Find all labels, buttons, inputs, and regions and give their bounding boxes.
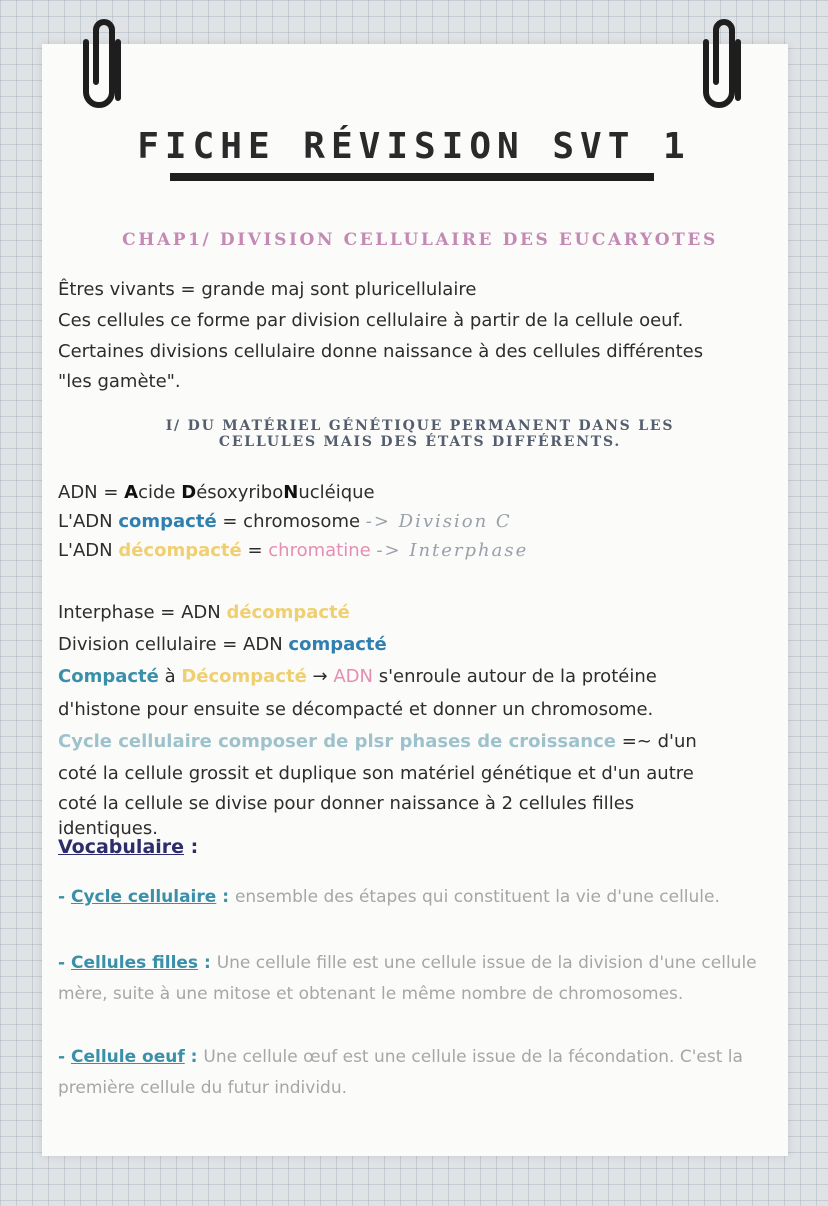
- handwritten-note: -> Interphase: [376, 540, 529, 561]
- vocab-item: - Cellule oeuf : Une cellule œuf est une cellule issue de la fécondation. C'est la première cellule du futur individu.: [58, 1047, 743, 1098]
- vocab-item: - Cellules filles : Une cellule fille est une cellule issue de la division d'une cellule mère, suite à une mitose et obtenant le même nombre de chromosomes.: [58, 953, 757, 1004]
- title-underline: [170, 173, 654, 181]
- vocab-item: - Cycle cellulaire : ensemble des étapes qui constituent la vie d'une cellule.: [58, 887, 720, 907]
- paperclip-icon: [702, 12, 746, 112]
- intro-line-2: Ces cellules ce forme par division cellulaire à partir de la cellule oeuf.: [58, 310, 684, 331]
- division-line: Division cellulaire = ADN compacté: [58, 634, 387, 655]
- adn-compacte-line: L'ADN compacté = chromosome -> Division C: [58, 511, 512, 532]
- intro-line-1: Êtres vivants = grande maj sont pluricellulaire: [58, 279, 477, 300]
- section-heading-line-2: CELLULES MAIS DES ÉTATS DIFFÉRENTS.: [218, 434, 622, 450]
- adn-decompacte-line: L'ADN décompacté = chromatine -> Interphase: [58, 540, 529, 561]
- compaction-line: Compacté à Décompacté → ADN s'enroule autour de la protéine: [58, 666, 657, 687]
- page-title: FICHE RÉVISION SVT 1: [137, 126, 691, 167]
- paperclip-icon: [82, 12, 126, 112]
- vocabulary-heading: Vocabulaire :: [58, 836, 199, 858]
- body-line-6: coté la cellule grossit et duplique son matériel génétique et d'un autre: [58, 763, 694, 784]
- body-line-7: coté la cellule se divise pour donner naissance à 2 cellules filles: [58, 793, 635, 814]
- chapter-heading: CHAP1/ DIVISION CELLULAIRE DES EUCARYOTES: [122, 230, 718, 250]
- body-line-4: d'histone pour ensuite se décompacté et donner un chromosome.: [58, 699, 654, 720]
- intro-line-4: "les gamète".: [58, 371, 181, 392]
- intro-line-3: Certaines divisions cellulaire donne naissance à des cellules différentes: [58, 341, 704, 362]
- section-heading-line-1: I/ DU MATÉRIEL GÉNÉTIQUE PERMANENT DANS LES: [165, 418, 675, 434]
- body-line-8: identiques.: [58, 818, 158, 839]
- interphase-line: Interphase = ADN décompacté: [58, 602, 350, 623]
- cycle-line: Cycle cellulaire composer de plsr phases de croissance =~ d'un: [58, 731, 697, 752]
- handwritten-note: -> Division C: [365, 511, 512, 532]
- adn-definition: ADN = Acide DésoxyriboNucléique: [58, 482, 375, 503]
